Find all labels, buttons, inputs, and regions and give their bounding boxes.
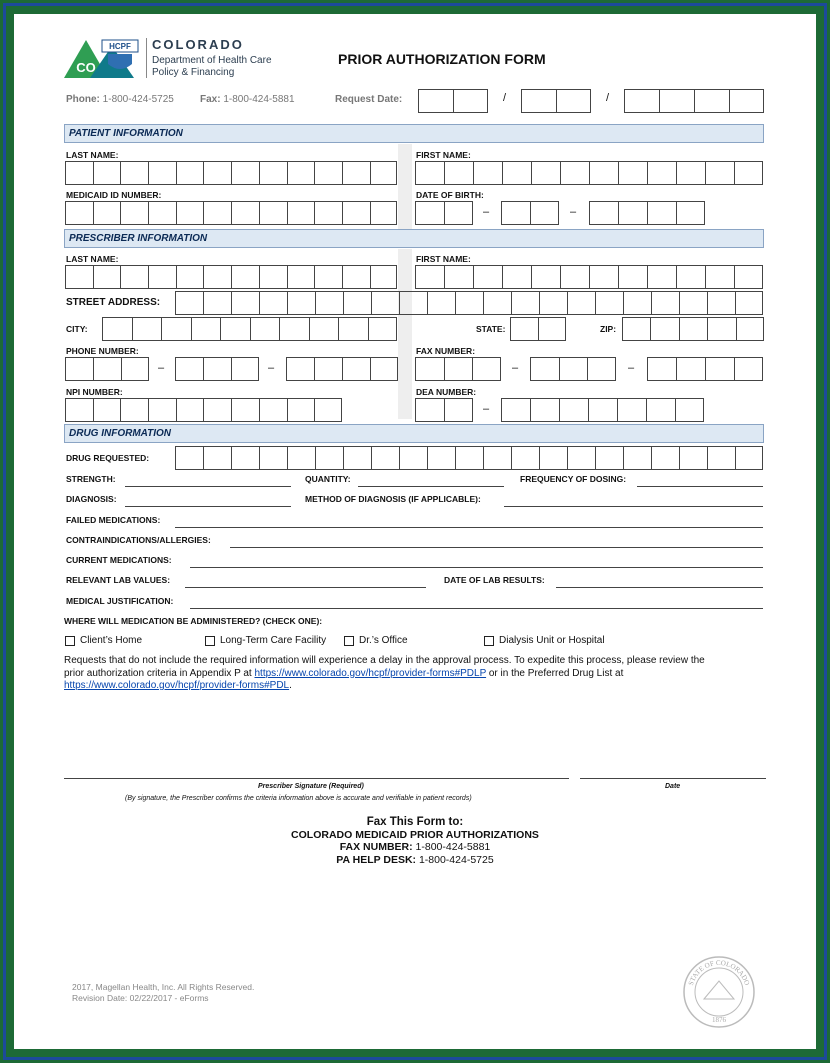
char-box[interactable]	[220, 317, 250, 341]
strength-field[interactable]	[125, 486, 291, 487]
char-box[interactable]	[203, 291, 231, 315]
char-box[interactable]	[371, 291, 399, 315]
char-box[interactable]	[259, 291, 287, 315]
char-box[interactable]	[531, 161, 560, 185]
char-box[interactable]	[161, 317, 191, 341]
fax-dash-1: –	[512, 362, 519, 374]
state-seal-icon	[682, 955, 756, 1029]
char-box[interactable]	[259, 201, 287, 225]
char-box[interactable]	[705, 161, 734, 185]
diagnosis-field[interactable]	[125, 506, 291, 507]
char-box[interactable]	[415, 161, 444, 185]
dea-dash: –	[483, 403, 490, 415]
npi-label: NPI NUMBER:	[66, 387, 123, 397]
char-box[interactable]	[676, 265, 705, 289]
char-box[interactable]	[121, 357, 149, 381]
char-box[interactable]	[538, 317, 566, 341]
char-box[interactable]	[176, 265, 204, 289]
copyright: 2017, Magellan Health, Inc. All Rights Reserved.	[72, 982, 255, 992]
char-box[interactable]	[444, 161, 473, 185]
option-label: Long-Term Care Facility	[220, 635, 327, 646]
dob-dash-2: –	[570, 206, 577, 218]
char-box[interactable]	[444, 265, 473, 289]
fax-to-heading: Fax This Form to:	[366, 816, 464, 828]
method-field[interactable]	[504, 506, 763, 507]
char-box[interactable]	[472, 357, 501, 381]
prescriber-last-name-field[interactable]	[65, 265, 397, 289]
char-box[interactable]	[539, 446, 567, 470]
char-box[interactable]	[650, 317, 678, 341]
city-field[interactable]	[102, 317, 397, 341]
char-box[interactable]	[735, 291, 763, 315]
fax-to-org: COLORADO MEDICAID PRIOR AUTHORIZATIONS	[291, 828, 539, 841]
char-box[interactable]	[287, 398, 315, 422]
char-box[interactable]	[560, 161, 589, 185]
char-box[interactable]	[595, 446, 623, 470]
contraindications-field[interactable]	[230, 547, 763, 548]
street-address-label: STREET ADDRESS:	[66, 297, 161, 308]
lab-date-label: DATE OF LAB RESULTS:	[444, 575, 545, 585]
char-box[interactable]	[589, 161, 618, 185]
quantity-label: QUANTITY:	[305, 474, 351, 484]
char-box[interactable]	[483, 446, 511, 470]
char-box[interactable]	[287, 161, 315, 185]
char-box[interactable]	[148, 161, 176, 185]
street-address-field[interactable]	[175, 291, 763, 315]
char-box[interactable]	[148, 265, 176, 289]
seal-top-text: STATE OF COLORADO	[686, 958, 752, 987]
char-box[interactable]	[259, 161, 287, 185]
dob-label: DATE OF BIRTH:	[416, 190, 484, 200]
signature-note: (By signature, the Prescriber confirms the criteria information above is accurate and verifiable in patient records)	[125, 795, 472, 802]
zip-field[interactable]	[622, 317, 764, 341]
logo-hcpf-text: HCPF	[109, 42, 131, 51]
dea-label: DEA NUMBER:	[416, 387, 477, 397]
char-box[interactable]	[343, 291, 371, 315]
prescriber-first-name-field[interactable]	[415, 265, 763, 289]
char-box[interactable]	[65, 201, 93, 225]
char-box[interactable]	[203, 201, 231, 225]
fax-dash-2: –	[628, 362, 635, 374]
char-box[interactable]	[203, 161, 231, 185]
char-box[interactable]	[588, 398, 617, 422]
dea-prefix-field[interactable]	[415, 398, 473, 422]
char-box[interactable]	[679, 317, 707, 341]
char-box[interactable]	[315, 446, 343, 470]
patient-first-name-field[interactable]	[415, 161, 763, 185]
pdlp-link[interactable]: https://www.colorado.gov/hcpf/provider-forms#PDLP	[254, 667, 487, 679]
city-label: CITY:	[66, 324, 88, 334]
char-box[interactable]	[191, 317, 221, 341]
char-box[interactable]	[259, 398, 287, 422]
char-box[interactable]	[734, 265, 763, 289]
char-box[interactable]	[343, 446, 371, 470]
char-box[interactable]	[734, 357, 763, 381]
char-box[interactable]	[148, 398, 176, 422]
fax-line	[200, 94, 295, 105]
patient-last-name-label: LAST NAME:	[66, 150, 119, 160]
char-box[interactable]	[676, 357, 705, 381]
char-box[interactable]	[231, 291, 259, 315]
char-box[interactable]	[231, 265, 259, 289]
char-box[interactable]	[705, 265, 734, 289]
diagnosis-label: DIAGNOSIS:	[66, 494, 117, 504]
char-box[interactable]	[65, 161, 93, 185]
char-box[interactable]	[444, 357, 473, 381]
char-box[interactable]	[176, 398, 204, 422]
char-box[interactable]	[501, 201, 530, 225]
char-box[interactable]	[473, 265, 502, 289]
char-box[interactable]	[175, 446, 203, 470]
char-box[interactable]	[370, 357, 398, 381]
fax-area-field[interactable]	[415, 357, 501, 381]
char-box[interactable]	[65, 265, 93, 289]
form-title: PRIOR AUTHORIZATION FORM	[338, 51, 546, 67]
char-box[interactable]	[473, 161, 502, 185]
justification-label: MEDICAL JUSTIFICATION:	[66, 596, 174, 606]
option-long-term-care[interactable]	[205, 635, 326, 646]
char-box[interactable]	[342, 265, 370, 289]
char-box[interactable]	[342, 201, 370, 225]
checkbox-icon[interactable]	[65, 636, 75, 646]
char-box[interactable]	[314, 357, 342, 381]
char-box[interactable]	[707, 317, 735, 341]
checkbox-icon[interactable]	[344, 636, 354, 646]
char-box[interactable]	[444, 201, 473, 225]
notice-line1: Requests that do not include the required information will experience a delay in the approval process. To expedite this process, please review the	[64, 655, 705, 666]
char-box[interactable]	[511, 446, 539, 470]
checkbox-icon[interactable]	[484, 636, 494, 646]
char-box[interactable]	[370, 265, 398, 289]
char-box[interactable]	[93, 201, 121, 225]
char-box[interactable]	[287, 201, 315, 225]
fax-to-block	[215, 816, 615, 866]
section-prescriber-information: PRESCRIBER INFORMATION	[64, 229, 764, 248]
char-box[interactable]	[259, 446, 287, 470]
char-box[interactable]	[231, 161, 259, 185]
prescriber-last-name-label: LAST NAME:	[66, 254, 119, 264]
phone-area-field[interactable]	[65, 357, 149, 381]
char-box[interactable]	[315, 291, 343, 315]
char-box[interactable]	[314, 161, 342, 185]
char-box[interactable]	[705, 357, 734, 381]
char-box[interactable]	[231, 446, 259, 470]
char-box[interactable]	[675, 398, 704, 422]
patient-first-name-label: FIRST NAME:	[416, 150, 471, 160]
char-box[interactable]	[707, 291, 735, 315]
date-sep-1: /	[503, 92, 507, 104]
medicaid-id-label: MEDICAID ID NUMBER:	[66, 190, 162, 200]
fax-prefix-field[interactable]	[530, 357, 616, 381]
failed-medications-label: FAILED MEDICATIONS:	[66, 515, 161, 525]
char-box[interactable]	[589, 265, 618, 289]
char-box[interactable]	[511, 291, 539, 315]
org-line1: Department of Health Care	[152, 55, 272, 66]
signature-line[interactable]	[64, 778, 569, 779]
char-box[interactable]	[120, 265, 148, 289]
phone-prefix-field[interactable]	[175, 357, 259, 381]
phone-line	[66, 94, 174, 105]
drug-requested-label: DRUG REQUESTED:	[66, 453, 150, 463]
fax-value: 1-800-424-5881	[223, 94, 295, 105]
char-box[interactable]	[370, 201, 398, 225]
date-sep-2: /	[606, 92, 610, 104]
notice-line2b: or in the Preferred Drug List at	[486, 667, 624, 679]
state-label: STATE:	[476, 324, 506, 334]
char-box[interactable]	[314, 398, 342, 422]
column-divider	[398, 144, 412, 229]
char-box[interactable]	[646, 398, 675, 422]
char-box[interactable]	[618, 201, 647, 225]
prescriber-fax-label: FAX NUMBER:	[416, 346, 476, 356]
char-box[interactable]	[676, 161, 705, 185]
char-box[interactable]	[647, 357, 676, 381]
char-box[interactable]	[371, 446, 399, 470]
option-dialysis[interactable]	[484, 635, 605, 646]
char-box[interactable]	[530, 398, 559, 422]
phone-label: Phone:	[66, 94, 100, 105]
char-box[interactable]	[132, 317, 162, 341]
char-box[interactable]	[679, 291, 707, 315]
char-box[interactable]	[427, 291, 455, 315]
char-box[interactable]	[623, 291, 651, 315]
char-box[interactable]	[530, 357, 559, 381]
char-box[interactable]	[65, 357, 93, 381]
char-box[interactable]	[595, 291, 623, 315]
char-box[interactable]	[647, 265, 676, 289]
phone-value: 1-800-424-5725	[102, 94, 174, 105]
fax-to-help: 1-800-424-5725	[418, 853, 494, 866]
char-box[interactable]	[455, 291, 483, 315]
request-date-day[interactable]	[521, 89, 591, 113]
administered-question: WHERE WILL MEDICATION BE ADMINISTERED? (CHECK ONE):	[64, 616, 323, 626]
fax-line-field[interactable]	[647, 357, 763, 381]
char-box[interactable]	[287, 291, 315, 315]
char-box[interactable]	[368, 317, 398, 341]
char-box[interactable]	[231, 201, 259, 225]
char-box[interactable]	[560, 265, 589, 289]
revision-date: Revision Date: 02/22/2017 - eForms	[72, 993, 209, 1003]
signature-date-line[interactable]	[580, 778, 766, 779]
char-box[interactable]	[647, 161, 676, 185]
char-box[interactable]	[735, 446, 763, 470]
frequency-field[interactable]	[637, 486, 763, 487]
char-box[interactable]	[651, 446, 679, 470]
dea-number-field[interactable]	[501, 398, 704, 422]
dob-month-field[interactable]	[415, 201, 473, 225]
prescriber-first-name-label: FIRST NAME:	[416, 254, 471, 264]
char-box[interactable]	[415, 201, 444, 225]
zip-label: ZIP:	[600, 324, 617, 334]
char-box[interactable]	[287, 265, 315, 289]
char-box[interactable]	[203, 357, 231, 381]
char-box[interactable]	[231, 357, 259, 381]
char-box[interactable]	[175, 291, 203, 315]
char-box[interactable]	[587, 357, 616, 381]
dob-year-field[interactable]	[589, 201, 705, 225]
char-box[interactable]	[120, 161, 148, 185]
signature-label: Prescriber Signature (Required)	[258, 783, 364, 790]
request-date-label: Request Date:	[335, 94, 403, 105]
frequency-label: FREQUENCY OF DOSING:	[520, 474, 627, 484]
char-box[interactable]	[175, 357, 203, 381]
method-label: METHOD OF DIAGNOSIS (IF APPLICABLE):	[305, 494, 481, 504]
char-box[interactable]	[342, 357, 370, 381]
char-box[interactable]	[93, 398, 121, 422]
seal-year: 1876	[712, 1016, 726, 1024]
option-label: Dialysis Unit or Hospital	[499, 635, 605, 646]
checkbox-icon[interactable]	[205, 636, 215, 646]
char-box[interactable]	[176, 201, 204, 225]
char-box[interactable]	[567, 446, 595, 470]
char-box[interactable]	[734, 161, 763, 185]
char-box[interactable]	[622, 317, 650, 341]
pdl-link[interactable]: https://www.colorado.gov/hcpf/provider-forms#PDL	[64, 680, 290, 691]
char-box[interactable]	[736, 317, 764, 341]
lab-values-label: RELEVANT LAB VALUES:	[66, 575, 171, 585]
org-line2: Policy & Financing	[152, 67, 235, 78]
char-box[interactable]	[415, 398, 444, 422]
fax-to-help-label: PA HELP DESK:	[336, 853, 417, 866]
char-box[interactable]	[314, 265, 342, 289]
column-divider-2	[398, 249, 412, 419]
char-box[interactable]	[539, 291, 567, 315]
char-box[interactable]	[314, 201, 342, 225]
lab-date-field[interactable]	[556, 587, 763, 588]
char-box[interactable]	[259, 265, 287, 289]
char-box[interactable]	[455, 446, 483, 470]
fax-label: Fax:	[200, 94, 221, 105]
state-field[interactable]	[510, 317, 566, 341]
char-box[interactable]	[483, 291, 511, 315]
char-box[interactable]	[93, 265, 121, 289]
lab-values-field[interactable]	[185, 587, 426, 588]
logo-co-text: CO	[76, 60, 96, 75]
char-box[interactable]	[623, 446, 651, 470]
justification-field[interactable]	[190, 608, 763, 609]
date-label: Date	[665, 783, 681, 790]
char-box[interactable]	[679, 446, 707, 470]
char-box[interactable]	[148, 201, 176, 225]
char-box[interactable]	[618, 265, 647, 289]
phone-dash-1: –	[158, 362, 165, 374]
dob-dash-1: –	[483, 206, 490, 218]
medicaid-id-field[interactable]	[65, 201, 397, 225]
patient-last-name-field[interactable]	[65, 161, 397, 185]
char-box[interactable]	[444, 398, 473, 422]
org-name: COLORADO	[152, 37, 244, 52]
char-box[interactable]	[286, 357, 314, 381]
char-box[interactable]	[399, 291, 427, 315]
char-box[interactable]	[415, 265, 444, 289]
char-box[interactable]	[287, 446, 315, 470]
char-box[interactable]	[279, 317, 309, 341]
option-label: Dr.’s Office	[359, 635, 408, 646]
fax-to-fax: 1-800-424-5881	[415, 841, 491, 853]
char-box[interactable]	[102, 317, 132, 341]
drug-requested-field[interactable]	[175, 446, 763, 470]
current-medications-field[interactable]	[190, 567, 763, 568]
char-box[interactable]	[342, 161, 370, 185]
section-drug-information: DRUG INFORMATION	[64, 424, 764, 443]
strength-label: STRENGTH:	[66, 474, 116, 484]
char-box[interactable]	[120, 201, 148, 225]
section-patient-information: PATIENT INFORMATION	[64, 124, 764, 143]
dob-day-field[interactable]	[501, 201, 559, 225]
char-box[interactable]	[617, 398, 646, 422]
notice-paragraph	[64, 655, 764, 693]
phone-line-field[interactable]	[286, 357, 398, 381]
char-box[interactable]	[531, 265, 560, 289]
request-date-month[interactable]	[418, 89, 488, 113]
char-box[interactable]	[65, 398, 93, 422]
hcpf-logo	[64, 38, 144, 80]
request-date-year[interactable]	[624, 89, 764, 113]
char-box[interactable]	[415, 357, 444, 381]
phone-dash-2: –	[268, 362, 275, 374]
option-clients-home[interactable]	[65, 635, 142, 646]
char-box[interactable]	[309, 317, 339, 341]
char-box[interactable]	[567, 291, 595, 315]
char-box[interactable]	[399, 446, 427, 470]
char-box[interactable]	[618, 161, 647, 185]
option-label: Client’s Home	[80, 635, 143, 646]
char-box[interactable]	[203, 446, 231, 470]
prescriber-phone-label: PHONE NUMBER:	[66, 346, 139, 356]
char-box[interactable]	[559, 398, 588, 422]
char-box[interactable]	[502, 161, 531, 185]
char-box[interactable]	[120, 398, 148, 422]
char-box[interactable]	[231, 398, 259, 422]
char-box[interactable]	[501, 398, 530, 422]
quantity-field[interactable]	[358, 486, 504, 487]
char-box[interactable]	[250, 317, 280, 341]
char-box[interactable]	[338, 317, 368, 341]
char-box[interactable]	[203, 265, 231, 289]
current-medications-label: CURRENT MEDICATIONS:	[66, 555, 172, 565]
char-box[interactable]	[93, 161, 121, 185]
char-box[interactable]	[176, 161, 204, 185]
char-box[interactable]	[370, 161, 398, 185]
char-box[interactable]	[676, 201, 705, 225]
npi-field[interactable]	[65, 398, 342, 422]
contraindications-label: CONTRAINDICATIONS/ALLERGIES:	[66, 535, 211, 545]
char-box[interactable]	[651, 291, 679, 315]
char-box[interactable]	[530, 201, 559, 225]
char-box[interactable]	[707, 446, 735, 470]
char-box[interactable]	[559, 357, 588, 381]
notice-line3b: .	[289, 680, 292, 691]
option-drs-office[interactable]	[344, 635, 408, 646]
char-box[interactable]	[502, 265, 531, 289]
logo-divider	[146, 38, 147, 78]
char-box[interactable]	[203, 398, 231, 422]
notice-line2a: prior authorization criteria in Appendix P at	[64, 667, 255, 679]
fax-to-fax-label: FAX NUMBER:	[339, 841, 413, 853]
char-box[interactable]	[647, 201, 676, 225]
char-box[interactable]	[427, 446, 455, 470]
char-box[interactable]	[510, 317, 538, 341]
char-box[interactable]	[93, 357, 121, 381]
char-box[interactable]	[589, 201, 618, 225]
failed-medications-field[interactable]	[175, 527, 763, 528]
